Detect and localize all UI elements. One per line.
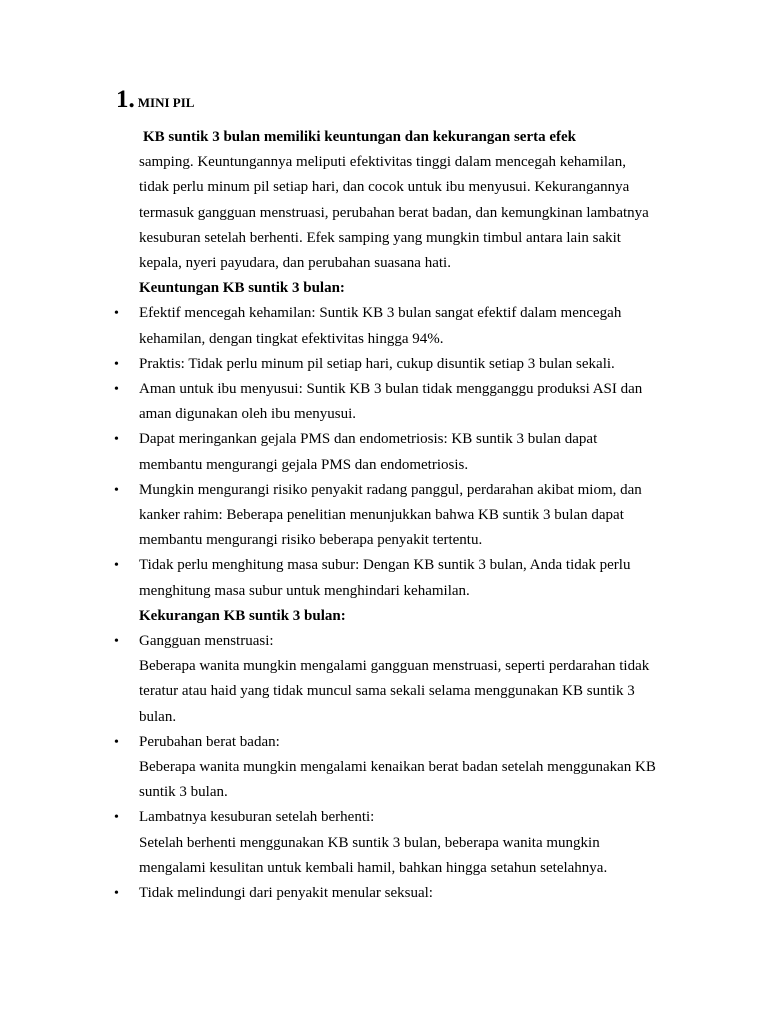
list-item-line: suntik 3 bulan.: [139, 784, 228, 801]
list-item: [114, 730, 699, 806]
list-item-line: Lambatnya kesuburan setelah berhenti:: [139, 809, 375, 826]
bullet-icon: •: [114, 382, 119, 398]
bullet-icon: •: [114, 634, 119, 650]
list-item: [114, 553, 699, 603]
heading-number: 1.: [116, 86, 135, 113]
bullet-icon: •: [114, 558, 119, 574]
list-item-line: bulan.: [139, 708, 177, 725]
intro-line: samping. Keuntungannya meliputi efektivitas tinggi dalam mencegah kehamilan,: [139, 154, 626, 171]
list-item: [114, 352, 699, 377]
list-item: [114, 881, 699, 906]
list-item-line: kanker rahim: Beberapa penelitian menunjukkan bahwa KB suntik 3 bulan dapat: [139, 507, 624, 524]
advantages-title: Keuntungan KB suntik 3 bulan:: [139, 280, 345, 297]
list-item: [114, 377, 699, 427]
bullet-icon: •: [114, 886, 119, 902]
list-item-line: Dapat meringankan gejala PMS dan endometriosis: KB suntik 3 bulan dapat: [139, 431, 598, 448]
disadvantages-list: [114, 629, 699, 906]
document-body: [114, 125, 699, 906]
list-item-line: kehamilan, dengan tingkat efektivitas hingga 94%.: [139, 330, 444, 347]
list-item-line: membantu mengurangi gejala PMS dan endometriosis.: [139, 456, 469, 473]
list-item-line: Gangguan menstruasi:: [139, 633, 274, 650]
list-item-line: Tidak perlu menghitung masa subur: Dengan KB suntik 3 bulan, Anda tidak perlu: [139, 557, 631, 574]
advantages-list: [114, 301, 699, 603]
list-item-line: Beberapa wanita mungkin mengalami kenaikan berat badan setelah menggunakan KB: [139, 759, 656, 776]
bullet-icon: •: [114, 734, 119, 750]
list-item: [114, 629, 699, 730]
list-item-line: mengalami kesulitan untuk kembali hamil, bahkan hingga setahun setelahnya.: [139, 859, 608, 876]
list-item: [114, 301, 699, 351]
list-item-line: Setelah berhenti menggunakan KB suntik 3 bulan, beberapa wanita mungkin: [139, 834, 600, 851]
intro-line: kepala, nyeri payudara, dan perubahan suasana hati.: [139, 255, 451, 272]
list-item-line: teratur atau haid yang tidak muncul sama sekali selama menggunakan KB suntik 3: [139, 683, 635, 700]
list-item-line: Praktis: Tidak perlu minum pil setiap hari, cukup disuntik setiap 3 bulan sekali.: [139, 355, 615, 372]
section-heading: [116, 86, 194, 114]
list-item: [114, 478, 699, 554]
intro-line: tidak perlu minum pil setiap hari, dan cocok untuk ibu menyusui. Kekurangannya: [139, 179, 630, 196]
intro-line: kesuburan setelah berhenti. Efek samping yang mungkin timbul antara lain sakit: [139, 229, 621, 246]
bullet-icon: •: [114, 482, 119, 498]
intro-paragraph: [139, 150, 699, 276]
list-item-line: aman digunakan oleh ibu menyusui.: [139, 406, 357, 423]
list-item-line: Beberapa wanita mungkin mengalami gangguan menstruasi, seperti perdarahan tidak: [139, 658, 650, 675]
list-item-line: Perubahan berat badan:: [139, 733, 280, 750]
list-item-line: Mungkin mengurangi risiko penyakit radang panggul, perdarahan akibat miom, dan: [139, 481, 642, 498]
heading-title: MINI PIL: [137, 95, 195, 110]
bullet-icon: •: [114, 432, 119, 448]
intro-bold-line: KB suntik 3 bulan memiliki keuntungan dan kekurangan serta efek: [143, 129, 577, 145]
bullet-icon: •: [114, 306, 119, 322]
bullet-icon: •: [114, 810, 119, 826]
list-item-line: membantu mengurangi risiko beberapa penyakit tertentu.: [139, 532, 483, 549]
list-item-line: Efektif mencegah kehamilan: Suntik KB 3 bulan sangat efektif dalam mencegah: [139, 305, 622, 322]
list-item-line: Aman untuk ibu menyusui: Suntik KB 3 bulan tidak mengganggu produksi ASI dan: [139, 381, 643, 398]
list-item: [114, 427, 699, 477]
list-item: [114, 805, 699, 881]
bullet-icon: •: [114, 356, 119, 372]
intro-line: termasuk gangguan menstruasi, perubahan berat badan, dan kemungkinan lambatnya: [139, 204, 649, 221]
list-item-line: menghitung masa subur untuk menghindari kehamilan.: [139, 582, 470, 599]
list-item-line: Tidak melindungi dari penyakit menular seksual:: [139, 885, 433, 902]
disadvantages-title: Kekurangan KB suntik 3 bulan:: [139, 607, 346, 624]
